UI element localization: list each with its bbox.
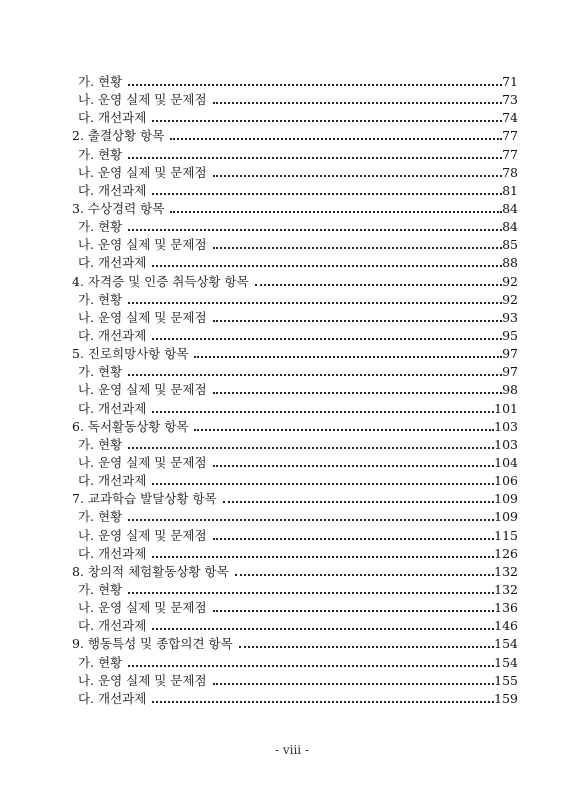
toc-subsection-entry[interactable] (72, 327, 518, 345)
toc-subsection-entry[interactable] (72, 472, 518, 490)
toc-page-number: 126 (494, 545, 518, 561)
toc-entry-label: 나. 운영 실제 및 문제점 (78, 164, 207, 180)
toc-dot-leader (170, 210, 502, 213)
toc-entry-label: 다. 개선과제 (78, 110, 147, 126)
toc-entry-label: 3. 수상경력 항목 (72, 200, 165, 216)
toc-dot-leader (170, 137, 502, 140)
toc-entry-label: 다. 개선과제 (78, 182, 147, 198)
toc-dot-leader (213, 101, 503, 104)
toc-section-entry[interactable] (72, 490, 518, 508)
toc-dot-leader (128, 446, 494, 449)
toc-page-number: 155 (494, 672, 518, 688)
toc-section-entry[interactable] (72, 273, 518, 291)
toc-section-entry[interactable] (72, 127, 518, 145)
toc-page-number: 78 (502, 164, 518, 180)
toc-subsection-entry[interactable] (72, 73, 518, 91)
toc-entry-label: 다. 개선과제 (78, 255, 147, 271)
toc-page-number: 97 (502, 346, 518, 362)
toc-dot-leader (213, 319, 503, 322)
toc-section-entry[interactable] (72, 200, 518, 218)
toc-dot-leader (128, 228, 502, 231)
toc-entry-label: 나. 운영 실제 및 문제점 (78, 672, 207, 688)
toc-page-number: 93 (502, 309, 518, 325)
toc-page-number: 77 (502, 146, 518, 162)
toc-page-number: 84 (502, 200, 518, 216)
toc-subsection-entry[interactable] (72, 599, 518, 617)
toc-page-number: 81 (502, 182, 518, 198)
toc-subsection-entry[interactable] (72, 164, 518, 182)
toc-entry-label: 6. 독서활동상황 항목 (72, 418, 189, 434)
toc-entry-label: 9. 행동특성 및 종합의견 항목 (72, 636, 233, 652)
toc-dot-leader (213, 609, 495, 612)
toc-subsection-entry[interactable] (72, 672, 518, 690)
toc-entry-label: 나. 운영 실제 및 문제점 (78, 454, 207, 470)
toc-subsection-entry[interactable] (72, 91, 518, 109)
toc-subsection-entry[interactable] (72, 581, 518, 599)
toc-entry-label: 가. 현황 (78, 219, 123, 235)
toc-subsection-entry[interactable] (72, 381, 518, 399)
toc-subsection-entry[interactable] (72, 617, 518, 635)
toc-page-number: 159 (494, 690, 518, 706)
toc-entry-label: 나. 운영 실제 및 문제점 (78, 600, 207, 616)
toc-entry-label: 나. 운영 실제 및 문제점 (78, 309, 207, 325)
toc-entry-label: 다. 개선과제 (78, 473, 147, 489)
toc-subsection-entry[interactable] (72, 436, 518, 454)
toc-subsection-entry[interactable] (72, 291, 518, 309)
toc-page-number: 146 (494, 618, 518, 634)
toc-dot-leader (213, 682, 495, 685)
toc-page-number: 97 (502, 364, 518, 380)
toc-entry-label: 가. 현황 (78, 581, 123, 597)
toc-subsection-entry[interactable] (72, 545, 518, 563)
toc-page-number: 85 (502, 237, 518, 253)
toc-dot-leader (128, 518, 494, 521)
toc-section-entry[interactable] (72, 345, 518, 363)
toc-page-number: 71 (502, 74, 518, 89)
toc-entry-label: 다. 개선과제 (78, 690, 147, 706)
toc-dot-leader (128, 83, 502, 86)
toc-entry-label: 가. 현황 (78, 74, 123, 89)
toc-page-number: 92 (502, 273, 518, 289)
toc-subsection-entry[interactable] (72, 400, 518, 418)
toc-dot-leader (223, 500, 495, 503)
toc-entry-label: 나. 운영 실제 및 문제점 (78, 527, 207, 543)
toc-page-number: 95 (502, 327, 518, 343)
toc-page-number: 115 (494, 527, 518, 543)
toc-subsection-entry[interactable] (72, 236, 518, 254)
toc-dot-leader (128, 301, 502, 304)
toc-entry-label: 가. 현황 (78, 291, 123, 307)
toc-dot-leader (152, 482, 494, 485)
toc-section-entry[interactable] (72, 418, 518, 436)
toc-subsection-entry[interactable] (72, 146, 518, 164)
toc-subsection-entry[interactable] (72, 218, 518, 236)
toc-subsection-entry[interactable] (72, 309, 518, 327)
toc-dot-leader (194, 355, 502, 358)
toc-dot-leader (255, 283, 502, 286)
toc-dot-leader (213, 391, 503, 394)
toc-page-number: 106 (494, 473, 518, 489)
toc-page-number: 73 (502, 92, 518, 108)
toc-dot-leader (128, 156, 502, 159)
toc-entry-label: 8. 창의적 체험활동상황 항목 (72, 563, 229, 579)
toc-entry-label: 다. 개선과제 (78, 400, 147, 416)
toc-page-number: 101 (494, 400, 518, 416)
toc-dot-leader (213, 464, 495, 467)
toc-entry-label: 가. 현황 (78, 654, 123, 670)
toc-page-number: 103 (494, 418, 518, 434)
toc-entry-label: 나. 운영 실제 및 문제점 (78, 237, 207, 253)
toc-page-number: 88 (502, 255, 518, 271)
toc-dot-leader (152, 192, 502, 195)
toc-dot-leader (239, 645, 494, 648)
toc-entry-label: 다. 개선과제 (78, 618, 147, 634)
toc-subsection-entry[interactable] (72, 182, 518, 200)
toc-subsection-entry[interactable] (72, 508, 518, 526)
toc-entry-label: 2. 출결상황 항목 (72, 128, 165, 144)
toc-page-number: 74 (502, 110, 518, 126)
toc-subsection-entry[interactable] (72, 109, 518, 127)
toc-dot-leader (152, 119, 502, 122)
toc-entry-label: 5. 진로희망사항 항목 (72, 346, 189, 362)
toc-page-number: 154 (494, 654, 518, 670)
toc-subsection-entry[interactable] (72, 454, 518, 472)
toc-entry-label: 가. 현황 (78, 509, 123, 525)
toc-entry-label: 나. 운영 실제 및 문제점 (78, 382, 207, 398)
toc-page-number: 92 (502, 291, 518, 307)
toc-subsection-entry[interactable] (72, 363, 518, 381)
toc-page-number: 103 (494, 436, 518, 452)
toc-dot-leader (213, 246, 503, 249)
toc-subsection-entry[interactable] (72, 527, 518, 545)
toc-page-number: 132 (494, 581, 518, 597)
toc-page-number: 104 (494, 454, 518, 470)
toc-page-number: 84 (502, 219, 518, 235)
toc-entry-label: 다. 개선과제 (78, 327, 147, 343)
toc-entry-label: 가. 현황 (78, 364, 123, 380)
toc-dot-leader (128, 664, 494, 667)
toc-page-number: 109 (494, 509, 518, 525)
toc-dot-leader (152, 337, 502, 340)
toc-page-number: 132 (494, 563, 518, 579)
toc-page-number: 136 (494, 600, 518, 616)
toc-entry-label: 7. 교과학습 발달상황 항목 (72, 491, 217, 507)
toc-page-number: 77 (502, 128, 518, 144)
toc-section-entry[interactable] (72, 563, 518, 581)
toc-entry-label: 나. 운영 실제 및 문제점 (78, 92, 207, 108)
toc-dot-leader (152, 264, 502, 267)
toc-dot-leader (152, 410, 494, 413)
page-number: - viii - (274, 743, 310, 757)
toc-entry-label: 가. 현황 (78, 146, 123, 162)
toc-dot-leader (235, 573, 494, 576)
toc-dot-leader (152, 700, 494, 703)
toc-dot-leader (213, 174, 503, 177)
toc-page-number: 154 (494, 636, 518, 652)
toc-dot-leader (152, 555, 494, 558)
toc-entry-label: 4. 자격증 및 인증 취득상황 항목 (72, 273, 249, 289)
toc-dot-leader (152, 627, 494, 630)
toc-dot-leader (213, 537, 495, 540)
toc-section-entry[interactable] (72, 635, 518, 653)
toc-entry-label: 다. 개선과제 (78, 545, 147, 561)
toc-dot-leader (128, 591, 494, 594)
toc-entry-label: 가. 현황 (78, 436, 123, 452)
toc-page-number: 109 (494, 491, 518, 507)
toc-subsection-entry[interactable] (72, 254, 518, 272)
toc-page-number: 98 (502, 382, 518, 398)
toc-subsection-entry[interactable] (72, 654, 518, 672)
table-of-contents (72, 73, 518, 708)
toc-subsection-entry[interactable] (72, 690, 518, 708)
toc-dot-leader (194, 428, 494, 431)
toc-dot-leader (128, 373, 502, 376)
